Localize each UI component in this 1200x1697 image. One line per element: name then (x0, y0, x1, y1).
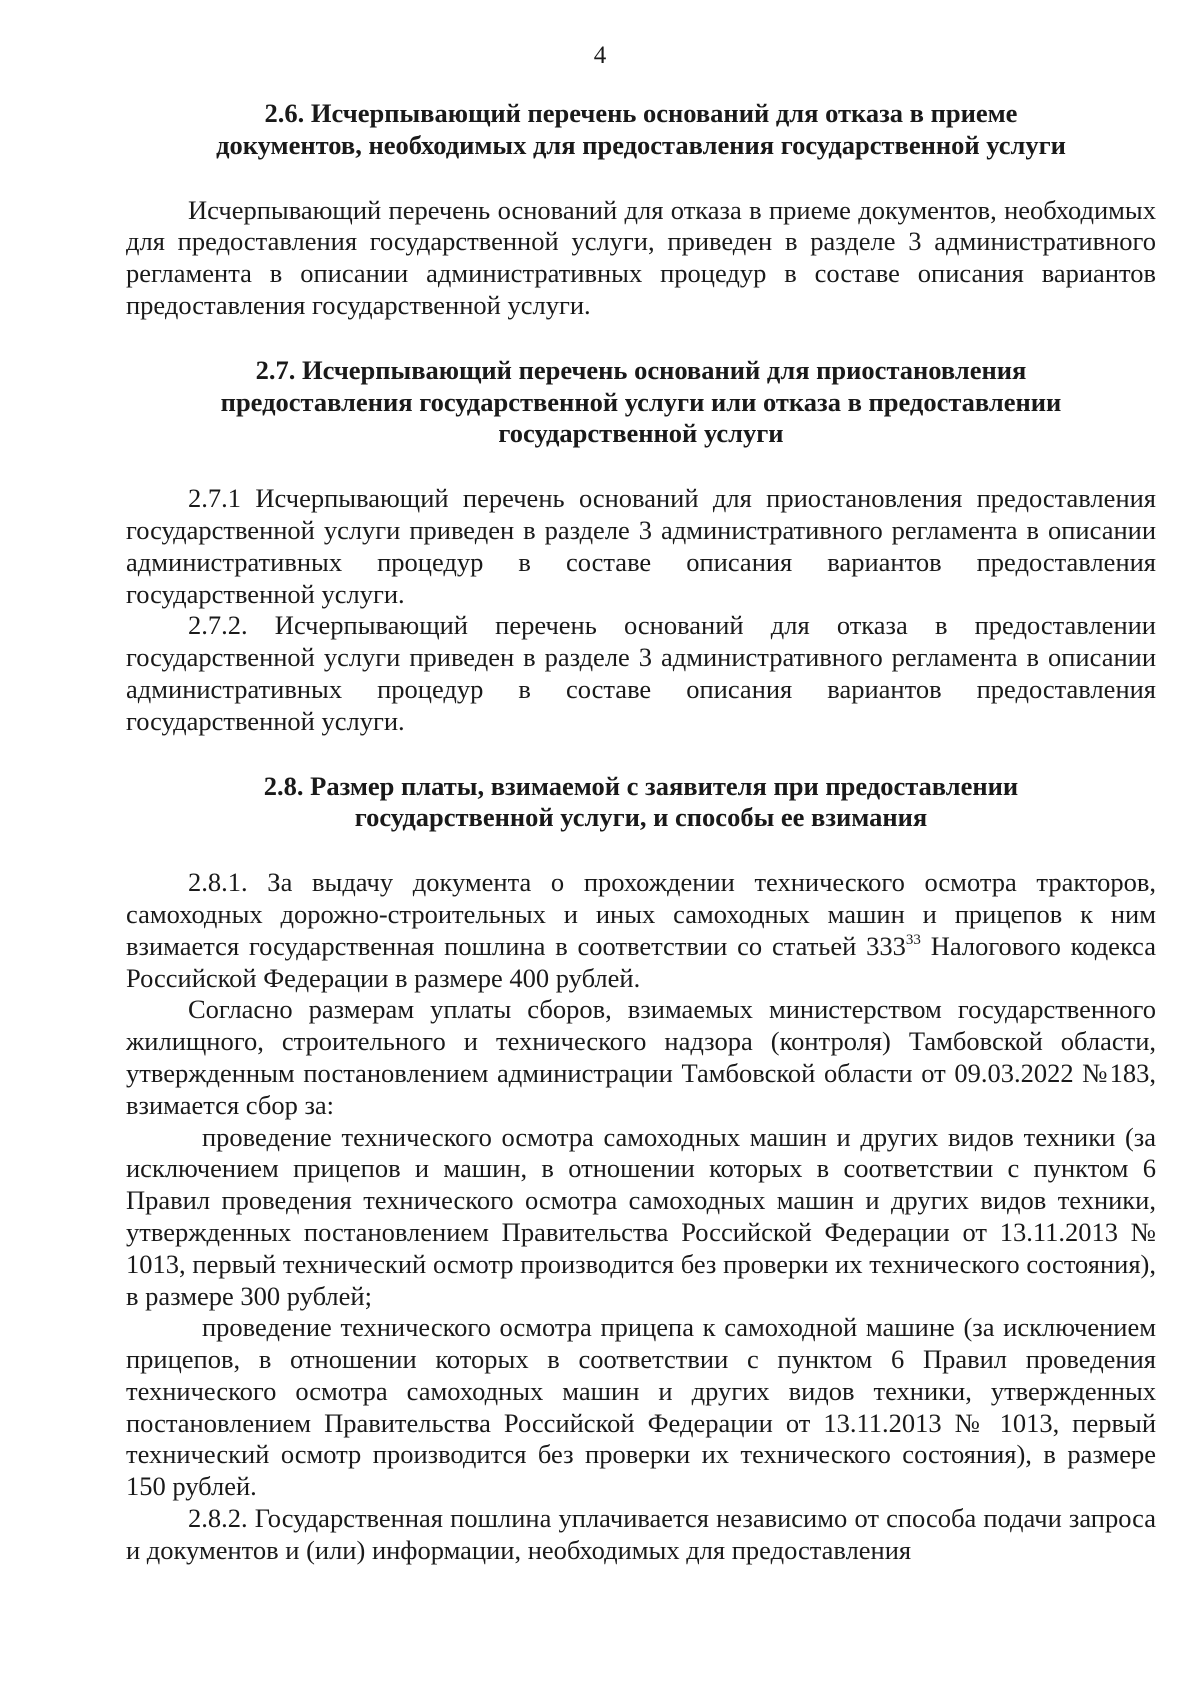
heading-line: государственной услуги (498, 418, 784, 449)
heading-line: государственной услуги, и способы ее взимания (354, 802, 928, 833)
paragraph-2-7-2: 2.7.2. Исчерпывающий перечень оснований для отказа в предоставлении государственной услуги приведен в разделе 3 административного регламента в описании административных процедур в составе описания вариантов предоставления государственной услуги. (126, 610, 1156, 736)
spacer (126, 450, 1156, 483)
heading-line: 2.6. Исчерпывающий перечень оснований для отказа в приеме (264, 98, 1018, 128)
heading-line: 2.7. Исчерпывающий перечень оснований для приостановления (255, 354, 1027, 385)
paragraph-fees: Согласно размерам уплаты сборов, взимаемых министерством государственного жилищного, строительного и технического надзора (контроля) Тамбовской области, утвержденным постановлением администрации Тамбовской области от 09.03.2022 №183, взимается сбор за: (126, 994, 1156, 1120)
spacer (126, 834, 1156, 867)
heading-line: 2.8. Размер платы, взимаемой с заявителя при предоставлении (263, 770, 1019, 801)
page-number: 4 (593, 42, 607, 69)
section-2-6-paragraph: Исчерпывающий перечень оснований для отказа в приеме документов, необходимых для предоставления государственной услуги, приведен в разделе 3 административного регламента в описании административных процедур в составе описания вариантов предоставления государственной услуги. (126, 194, 1156, 320)
paragraph-2-8-1 (126, 867, 1156, 994)
section-2-6-heading (126, 98, 1156, 162)
heading-line: документов, необходимых для предоставления государственной услуги (216, 129, 1066, 160)
paragraph-text: Налогового кодекса Российской Федерации в размере 400 рублей. (126, 930, 1157, 993)
spacer (126, 738, 1156, 771)
fee-item-2: проведение технического осмотра прицепа к самоходной машине (за исключением прицепов, в отношении которых в соответствии с пунктом 6 Правил проведения технического осмотра самоходных машин и других видов техники, утвержденных постановлением Правительства Российской Федерации от 13.11.2013 № 1013, первый технический осмотр производится без проверки их технического состояния), в размере 150 рублей. (126, 1312, 1156, 1502)
superscript: 33 (905, 931, 921, 948)
fee-item-1: проведение технического осмотра самоходных машин и других видов техники (за исключением прицепов и машин, в отношении которых в соответствии с пунктом 6 Правил проведения технического осмотра самоходных машин и других видов техники, утвержденных постановлением Правительства Российской Федерации от 13.11.2013 № 1013, первый технический осмотр производится без проверки их технического состояния), в размере 300 рублей; (126, 1121, 1156, 1311)
paragraph-2-7-1: 2.7.1 Исчерпывающий перечень оснований для приостановления предоставления государственной услуги приведен в разделе 3 административного регламента в описании административных процедур в составе описания вариантов предоставления государственной услуги. (126, 483, 1156, 609)
section-2-7-heading (126, 355, 1156, 450)
spacer (126, 322, 1156, 355)
paragraph-text: 2.8.1. За выдачу документа о прохождении технического осмотра тракторов, самоходных дорожно-строительных и иных самоходных машин и прицепов к ним взимается государственная пошлина в соответствии со статьей 333 (126, 867, 1156, 961)
document-body (126, 98, 1156, 1567)
paragraph-2-8-2: 2.8.2. Государственная пошлина уплачивается независимо от способа подачи запроса и документов и (или) информации, необходимых для предоставления (126, 1503, 1156, 1565)
spacer (126, 162, 1156, 195)
heading-line: предоставления государственной услуги или отказа в предоставлении (220, 386, 1062, 417)
section-2-8-heading (126, 771, 1156, 835)
